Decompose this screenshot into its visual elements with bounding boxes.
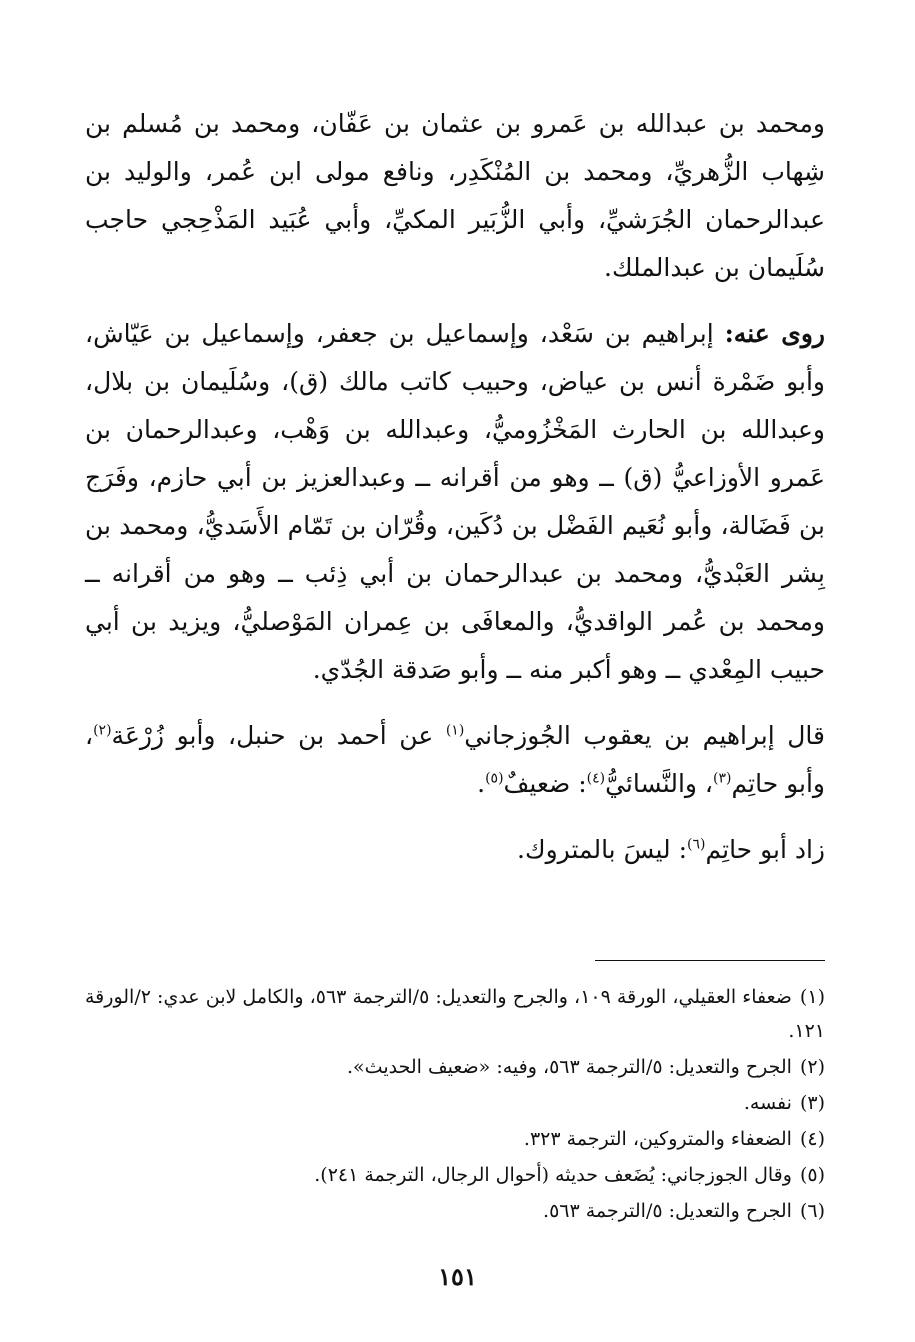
footnote-number: (٤) [799, 1128, 825, 1150]
footnote-ref-3[interactable]: (٣) [713, 770, 732, 787]
footnote-number: (٢) [799, 1056, 825, 1078]
footnote-ref-4[interactable]: (٤) [586, 770, 606, 787]
footnote-number: (٥) [799, 1164, 825, 1186]
page-number: ١٥١ [438, 1262, 477, 1291]
footnote-text: نفسه. [743, 1092, 792, 1114]
main-text [85, 100, 825, 892]
paragraph-judgments [85, 712, 825, 808]
footnote-4 [85, 1122, 825, 1156]
footnote-3 [85, 1086, 825, 1120]
judgment-text: قال إبراهيم بن يعقوب الجُوزجاني [464, 721, 826, 750]
judgment-text: : ضعيفٌ [503, 769, 587, 798]
addition-text: : ليسَ بالمتروك. [517, 835, 687, 864]
footnote-ref-2[interactable]: (٢) [93, 722, 112, 739]
footnote-number: (١) [799, 986, 825, 1008]
footnote-text: الجرح والتعديل: ٥/الترجمة ٥٦٣، وفيه: «ضعيف الحديث». [347, 1056, 792, 1078]
narrators-heading: روى عنه: [724, 319, 825, 348]
footnote-number: (٦) [799, 1200, 825, 1222]
footnote-5 [85, 1158, 825, 1192]
footnote-text: الضعفاء والمتروكين، الترجمة ٣٢٣. [523, 1128, 792, 1150]
paragraph-teachers: ومحمد بن عبدالله بن عَمرو بن عثمان بن عَفّان، ومحمد بن مُسلم بن شِهاب الزُّهريِّ، ومحمد بن المُنْكَدِر، ونافع مولى ابن عُمر، والوليد بن عبدالرحمان الجُرَشيِّ، وأبي الزُّبَير المكيِّ، وأبي عُبَيد المَذْحِجي حاجب سُلَيمان بن عبدالملك. [85, 109, 825, 282]
footnote-number: (٣) [799, 1092, 825, 1114]
footnote-text: الجرح والتعديل: ٥/الترجمة ٥٦٣. [543, 1200, 792, 1222]
judgment-text: عن أحمد بن حنبل، وأبو زُرْعَة [111, 721, 446, 750]
footnote-ref-5[interactable]: (٥) [485, 770, 504, 787]
judgment-text: ، وأبو حاتِم [85, 721, 825, 798]
footnote-ref-1[interactable]: (١) [445, 722, 465, 739]
footnote-ref-6[interactable]: (٦) [687, 836, 706, 853]
paragraph-narrators [85, 310, 825, 694]
footnote-2 [85, 1050, 825, 1084]
footnote-text: وقال الجوزجاني: يُضَعف حديثه (أحوال الرجال، الترجمة ٢٤١). [314, 1164, 792, 1186]
narrators-list: إبراهيم بن سَعْد، وإسماعيل بن جعفر، وإسماعيل بن عَيّاش، وأبو ضَمْرة أنس بن عياض، وحبيب كاتب مالك (ق)، وسُلَيمان بن بلال، وعبدالله بن الحارث المَخْزُوميُّ، وعبدالله بن وَهْب، وعبدالرحمان بن عَمرو الأوزاعيُّ (ق) ــ وهو من أقرانه ــ وعبدالعزيز بن أبي حازم، وفَرَج بن فَضَالة، وأبو نُعَيم الفَضْل بن دُكَين، وقُرّان بن تَمّام الأَسَديُّ، ومحمد بن بِشر العَبْديُّ، ومحمد بن عبدالرحمان بن أبي ذِئب ــ وهو من أقرانه ــ ومحمد بن عُمر الواقديُّ، والمعافَى بن عِمران المَوْصليُّ، ويزيد بن أبي حبيب المِعْدي ــ وهو أكبر منه ــ وأبو صَدقة الجُدّي. [85, 319, 825, 684]
footnote-text: ضعفاء العقيلي، الورقة ١٠٩، والجرح والتعديل: ٥/الترجمة ٥٦٣، والكامل لابن عدي: ٢/الورقة ١٢١. [85, 986, 825, 1042]
footnote-1 [85, 980, 825, 1048]
judgment-text: . [477, 769, 486, 798]
footnotes [85, 980, 825, 1230]
paragraph-addition [85, 826, 825, 874]
judgment-text: ، والنَّسائيُّ [605, 769, 714, 798]
footnote-6 [85, 1194, 825, 1228]
addition-text: زاد أبو حاتِم [705, 835, 825, 864]
footnote-divider [595, 960, 825, 961]
